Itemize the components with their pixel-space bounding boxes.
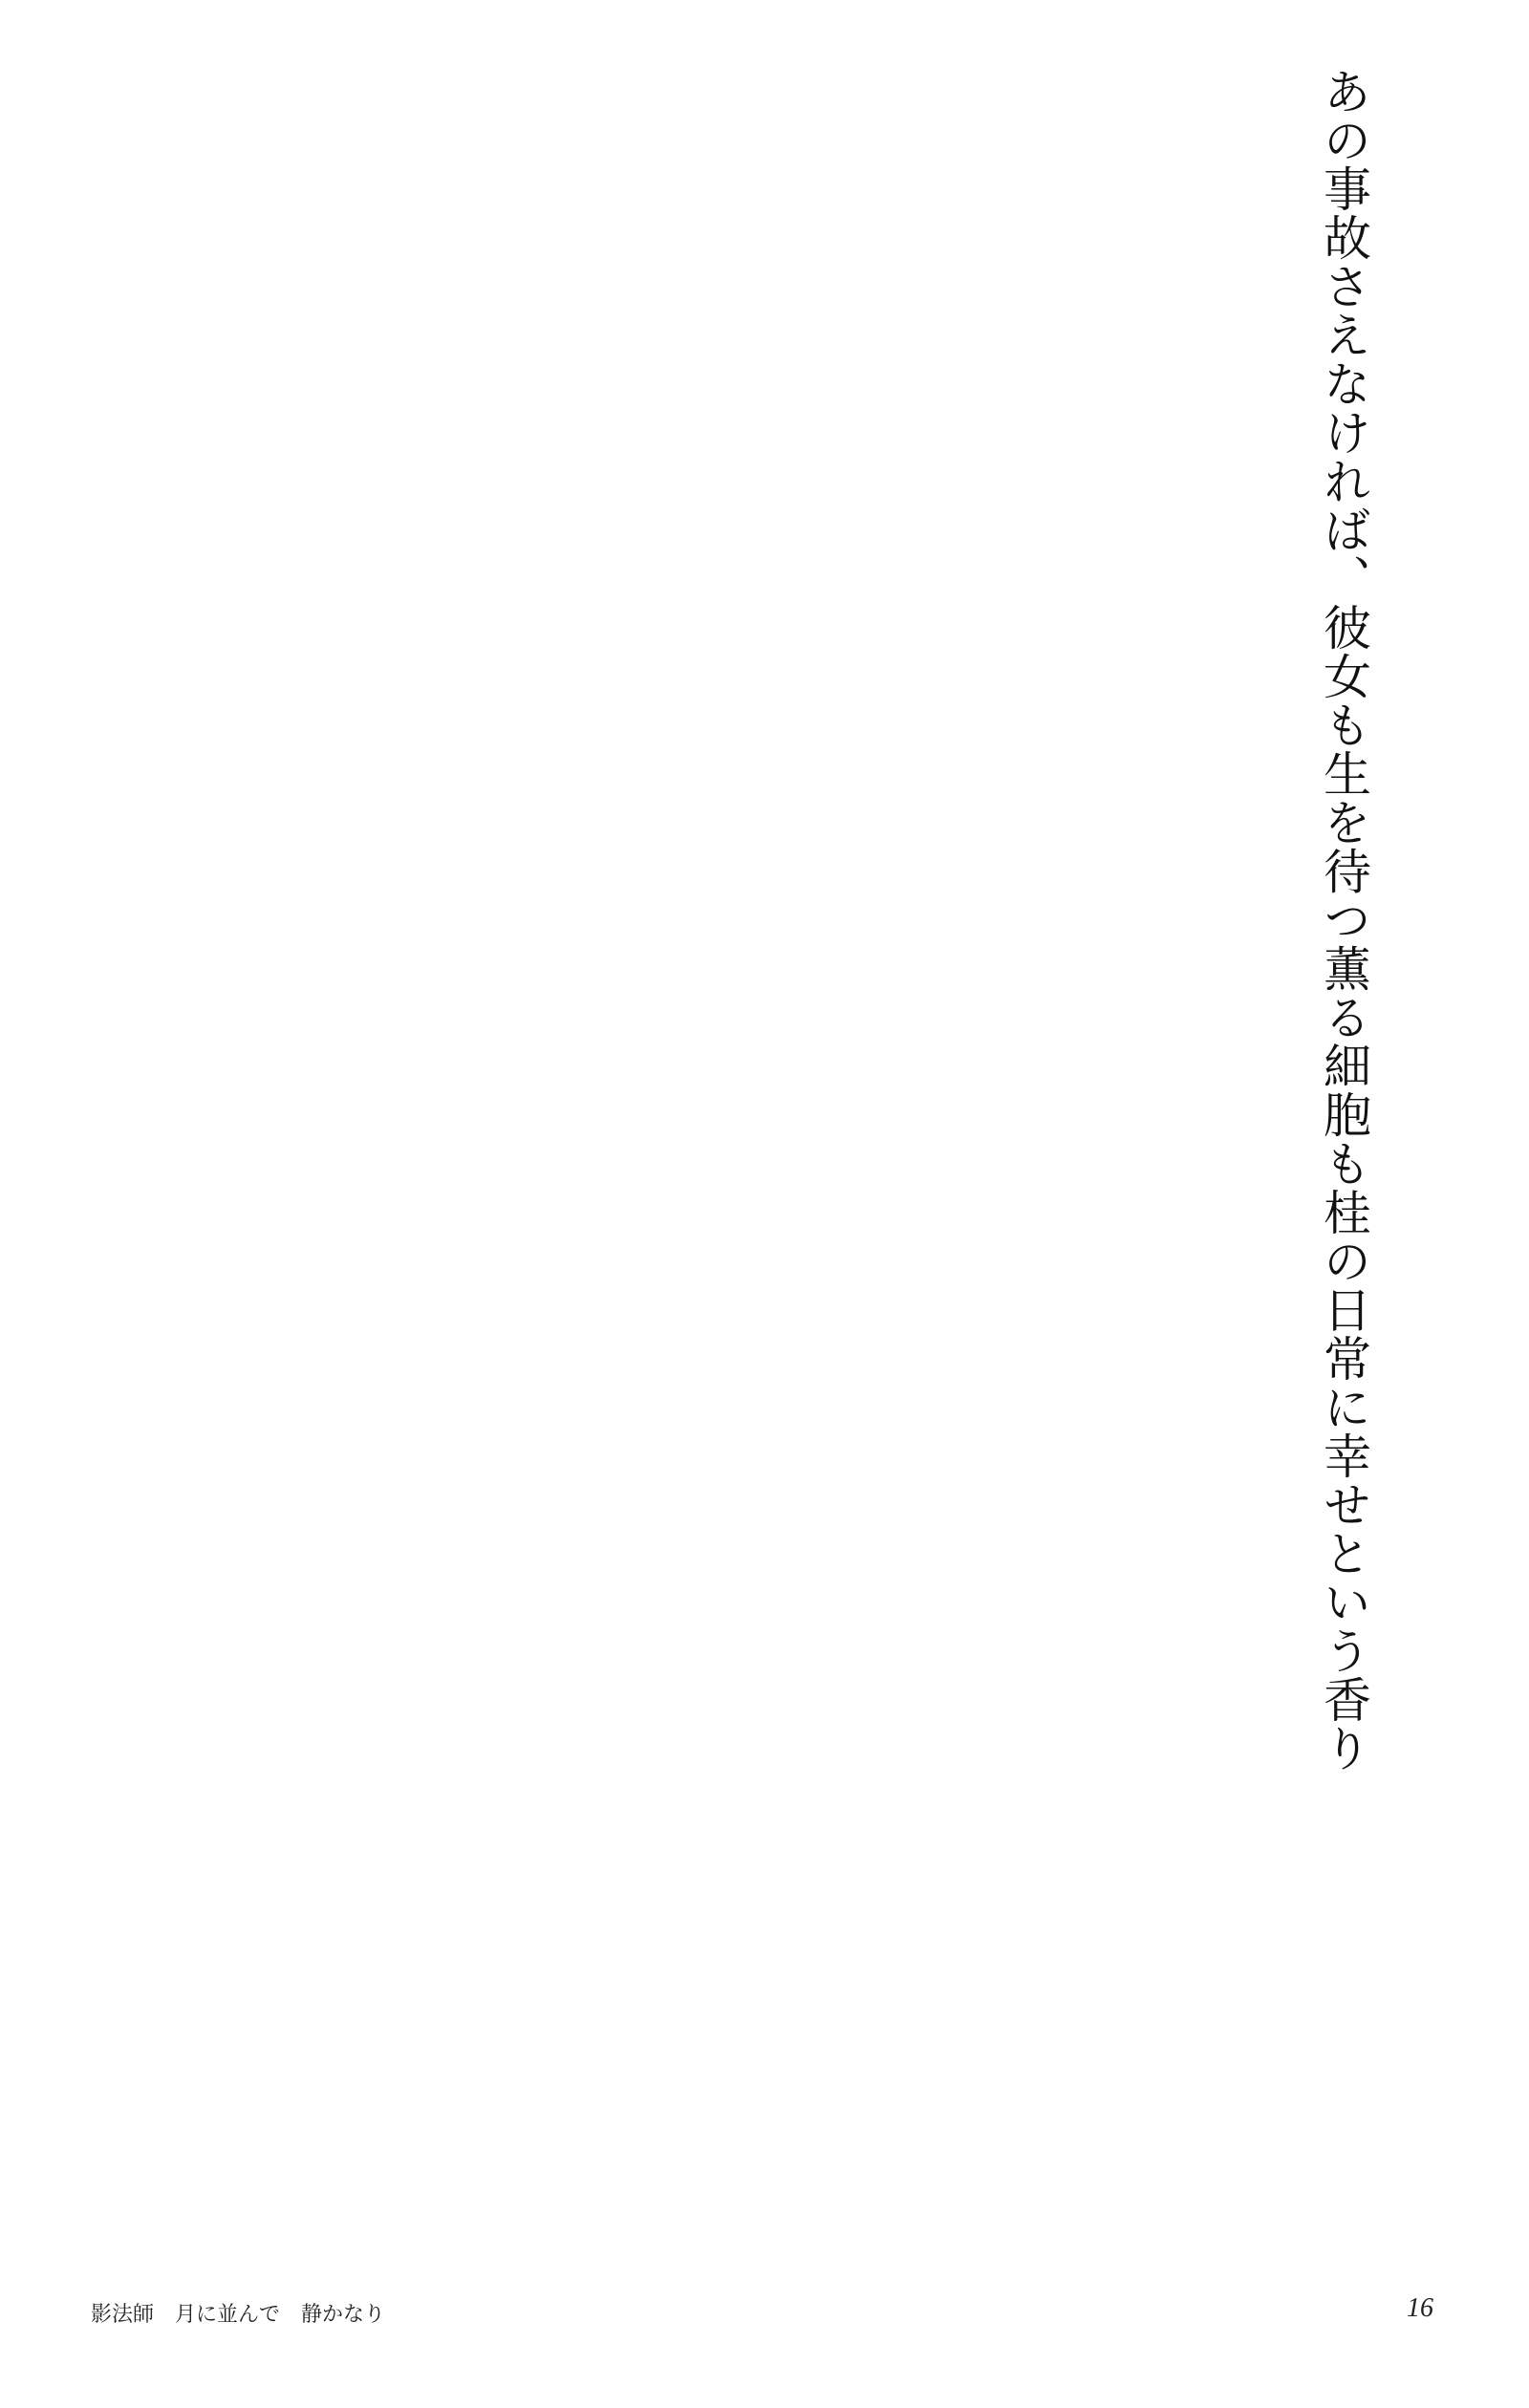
running-footer-title: 影法師 月に並んで 静かなり (91, 2303, 386, 2327)
page-number: 16 (1407, 2293, 1433, 2323)
vertical-body-text (0, 67, 1386, 2274)
text-line (40, 67, 124, 2274)
text-line (1133, 67, 1217, 2274)
text-line (545, 67, 629, 2274)
text-line (629, 67, 713, 2274)
text-line (1217, 67, 1302, 2274)
text-line (0, 67, 40, 2274)
text-line: あの事故さえなければ、彼女も生を待つ薫る細胞も桂の日常に幸せという香り (1316, 67, 1371, 1773)
text-line (1049, 67, 1133, 2274)
text-line (881, 67, 965, 2274)
text-line (965, 67, 1049, 2274)
text-line (377, 67, 461, 2274)
text-line (461, 67, 545, 2274)
text-line (292, 67, 377, 2274)
text-line (208, 67, 292, 2274)
text-line (124, 67, 208, 2274)
text-line (797, 67, 881, 2274)
text-line (713, 67, 797, 2274)
